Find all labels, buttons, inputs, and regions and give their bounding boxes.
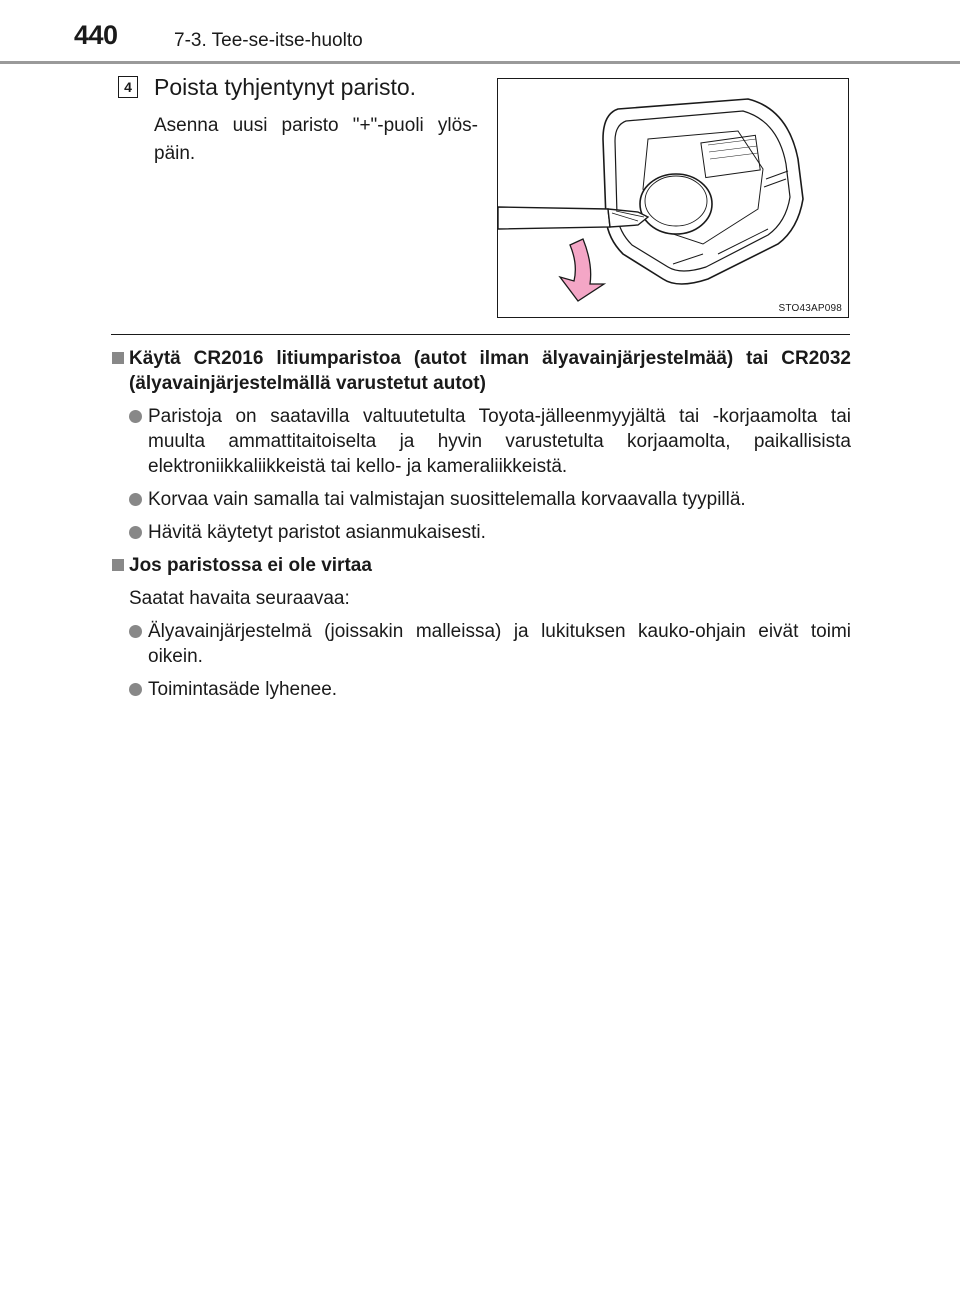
- list-item-text: Toimintasäde lyhenee.: [148, 679, 338, 700]
- list-item: [111, 487, 851, 512]
- list-item: [111, 404, 851, 479]
- section-title: 7-3. Tee-se-itse-huolto: [174, 30, 363, 51]
- list-item: [111, 677, 851, 702]
- note-intro: Saatat havaita seuraavaa:: [129, 588, 350, 609]
- square-bullet-icon: [112, 559, 124, 571]
- battery-replacement-illustration: [497, 78, 849, 318]
- step-number-badge: 4: [118, 76, 138, 98]
- round-bullet-icon: [129, 683, 142, 696]
- key-fob-drawing: [498, 79, 849, 318]
- note-heading-battery-type: [111, 346, 851, 396]
- step-title: Poista tyhjentynyt paristo.: [154, 74, 417, 100]
- square-bullet-icon: [112, 352, 124, 364]
- header-rule: [0, 61, 960, 64]
- page-number: 440: [74, 20, 118, 50]
- note-heading-text: Käytä CR2016 litiumparistoa (autot ilman älyavainjärjestelmää) tai CR2032 (älyavainjärjestelmällä varustetut autot): [129, 348, 851, 394]
- round-bullet-icon: [129, 625, 142, 638]
- list-item-text: Hävitä käytetyt paristot asianmukaisesti.: [148, 522, 486, 543]
- list-item-text: Paristoja on saatavilla valtuutetulta Toyota-jälleenmyyjältä tai -korjaamolta tai muulta ammattitaitoiselta ja hyvin varustetulta korjaamolta, paikallisista elektroniikkaliikkeistä tai kello- ja kameraliikkeistä.: [148, 406, 851, 477]
- round-bullet-icon: [129, 493, 142, 506]
- list-item: [111, 619, 851, 669]
- round-bullet-icon: [129, 410, 142, 423]
- step-description: Asenna uusi paristo "+"-puoli ylös-päin.: [154, 115, 478, 164]
- round-bullet-icon: [129, 526, 142, 539]
- note-heading-text: Jos paristossa ei ole virtaa: [129, 555, 372, 576]
- figure-code: STO43AP098: [778, 303, 842, 314]
- section-divider: [111, 334, 850, 335]
- list-item-text: Älyavainjärjestelmä (joissakin malleissa) ja lukituksen kauko-ohjain eivät toimi oikein.: [148, 621, 851, 667]
- list-item-text: Korvaa vain samalla tai valmistajan suosittelemalla korvaavalla tyypillä.: [148, 489, 746, 510]
- list-item: [111, 520, 851, 545]
- note-heading-battery-depleted: [111, 553, 851, 578]
- notes-content: [111, 346, 851, 710]
